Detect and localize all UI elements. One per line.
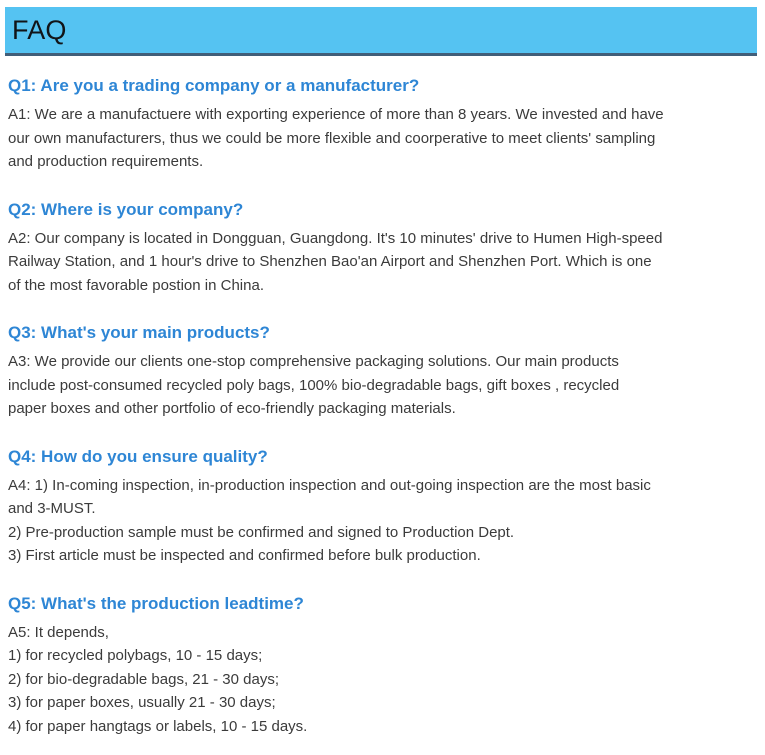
- faq-answer-line: Railway Station, and 1 hour's drive to Shenzhen Bao'an Airport and Shenzhen Port. Which is one: [8, 253, 652, 270]
- faq-answer-line: A2: Our company is located in Dongguan, Guangdong. It's 10 minutes' drive to Humen High-speed: [8, 229, 663, 247]
- faq-answer: [8, 621, 757, 739]
- faq-list: [0, 76, 765, 738]
- faq-answer-line: of the most favorable postion in China.: [8, 276, 264, 294]
- faq-question: Q1: Are you a trading company or a manufacturer?: [8, 76, 420, 95]
- faq-item: [8, 323, 757, 421]
- faq-answer-line: 2) Pre-production sample must be confirmed and signed to Production Dept.: [8, 523, 515, 541]
- faq-answer-line: include post-consumed recycled poly bags, 100% bio-degradable bags, gift boxes , recycled: [8, 376, 620, 394]
- faq-item: [8, 594, 757, 739]
- faq-answer-line: 2) for bio-degradable bags, 21 - 30 days;: [8, 670, 280, 688]
- faq-question: Q2: Where is your company?: [8, 199, 244, 219]
- faq-answer-line: A5: It depends,: [8, 623, 109, 641]
- faq-item: [8, 200, 757, 298]
- faq-answer-line: 3) First article must be inspected and confirmed before bulk production.: [8, 547, 481, 564]
- faq-answer-line: A4: 1) In-coming inspection, in-production inspection and out-going inspection are the most basic: [8, 476, 651, 494]
- faq-answer: [8, 474, 757, 568]
- faq-item: [8, 76, 757, 174]
- faq-answer-line: and production requirements.: [8, 153, 204, 170]
- faq-answer-line: A3: We provide our clients one-stop comprehensive packaging solutions. Our main products: [8, 353, 619, 370]
- faq-answer-line: paper boxes and other portfolio of eco-friendly packaging materials.: [8, 400, 456, 417]
- faq-answer-line: A1: We are a manufactuere with exporting experience of more than 8 years. We invested and have: [8, 106, 664, 123]
- faq-answer: [8, 103, 757, 174]
- faq-question: Q3: What's your main products?: [8, 323, 270, 342]
- faq-answer-line: 1) for recycled polybags, 10 - 15 days;: [8, 647, 263, 664]
- faq-answer-line: 3) for paper boxes, usually 21 - 30 days;: [8, 694, 276, 711]
- faq-item: [8, 447, 757, 568]
- faq-page: [0, 7, 765, 738]
- faq-answer-line: our own manufacturers, thus we could be more flexible and coorperative to meet clients' sampling: [8, 129, 656, 147]
- faq-header-title: FAQ: [12, 14, 67, 45]
- faq-answer-line: and 3-MUST.: [8, 500, 96, 517]
- faq-question: Q5: What's the production leadtime?: [8, 593, 304, 613]
- faq-question: Q4: How do you ensure quality?: [8, 446, 268, 466]
- faq-answer-line: 4) for paper hangtags or labels, 10 - 15 days.: [8, 717, 308, 735]
- faq-answer: [8, 227, 757, 298]
- faq-answer: [8, 350, 757, 421]
- faq-header-bar: [5, 7, 757, 56]
